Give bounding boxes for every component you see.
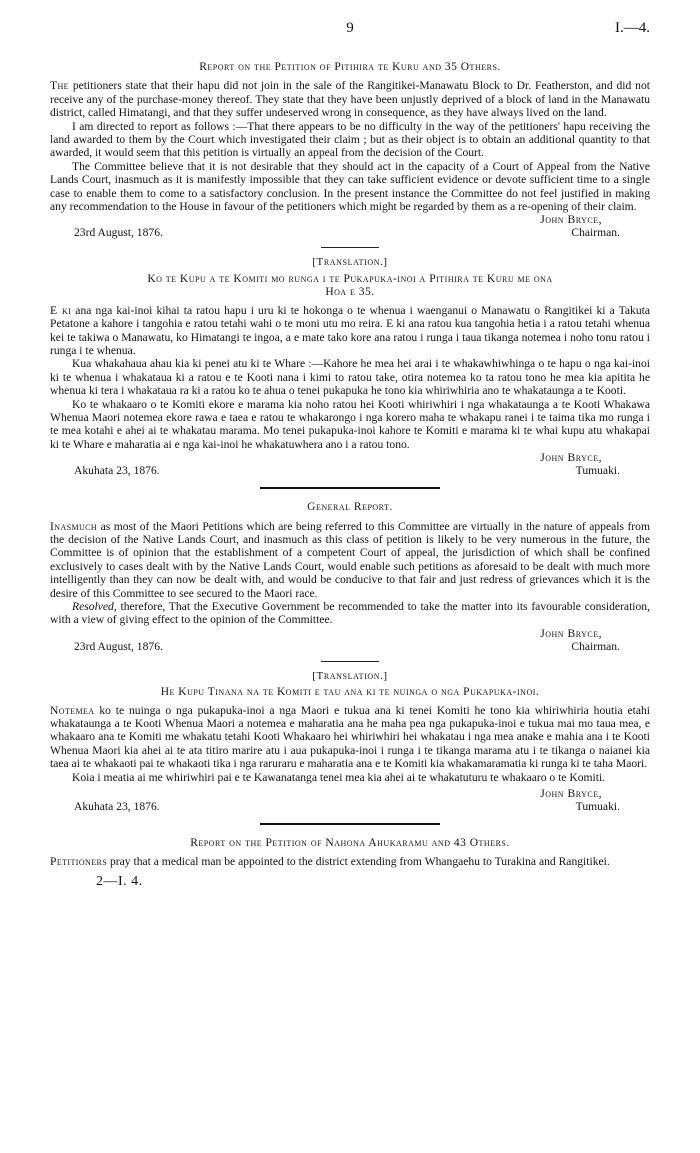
paragraph: The Committee believe that it is not desirable that they should act in the capacity of a Court of Appeal from the Native Lands Court, inasmuch as it is manifestly impossible that they can take sufficient evidence or devote sufficient time to a single case to enable them to come to a satisfactory conclusion. In the present instance the Committee do not feel justified in making any recommendation to the House in favour of the petitioners which might be regarded by them as a re-opening of their claim. — [50, 159, 650, 214]
report-date: Akuhata 23, 1876. — [74, 464, 160, 478]
page-header — [0, 22, 700, 42]
signature-name: John Bryce, — [540, 787, 602, 801]
signature-name: John Bryce, — [540, 626, 602, 640]
page-number: 9 — [346, 20, 354, 36]
paragraph: I am directed to report as follows :—That there appears to be no difficulty in the way of the petitioners' hapu receiving the land awarded to them by the Court which investigated their claim ; but as their object is to obtain an additional quantity to that awarded, it would seem that this petition is virtually an appeal from the decision of the Court. — [50, 119, 650, 160]
paragraph: Kua whakahaua ahau kia ki penei atu ki te Whare :—Kahore he mea hei arai i te whakawhiwhinga o te hapu o nga kai-inoi ki te whenua i whakataua ki a ratou e te Kooti nana i kimi to ratou take, otira notemea ko ta ratou tono he mea kia apitita he whenua ki tera i whakataua ra ki a ratou ko te ahua o tenei pukapuka he tono kia whiriwhiria ano te whakataunga a te Kooti. — [50, 357, 650, 398]
signature-mark: 2—I. 4. — [96, 873, 143, 889]
translation-label: [Translation.] — [312, 669, 388, 682]
paragraph: Koia i meatia ai me whiriwhiri pai e te Kawanatanga tenei mea kia ahei ai te whakatuturu te whakaaro o te Komiti. — [72, 770, 606, 784]
signature-name: John Bryce, — [540, 451, 602, 465]
section-title-maori: Ko te Kupu a te Komiti mo runga i te Pukapuka-inoi a Pitihira te Kuru me ona — [147, 272, 553, 285]
paragraph: The petitioners state that their hapu did not join in the sale of the Rangitikei-Manawatu Block to Dr. Featherston, and did not receive any of the purchase-money thereof. They state that they have been unjustly deprived of a block of land in the Manawatu district, called Himatangi, and that they suffer undeserved wrong in consequence, as they have always lived on the land. — [50, 79, 650, 120]
signature-name: John Bryce, — [540, 213, 602, 227]
translation-label: [Translation.] — [312, 256, 388, 269]
signature-block — [50, 451, 650, 478]
signature-block — [50, 627, 650, 654]
major-divider — [260, 823, 440, 825]
section-divider — [321, 247, 379, 248]
signature-role: Chairman. — [571, 639, 620, 653]
section-title-nahona: Report on the Petition of Nahona Ahukaramu and 43 Others. — [190, 837, 510, 850]
paragraph: Petitioners pray that a medical man be appointed to the district extending from Whangaehu to Turakina and Rangitikei. — [50, 855, 610, 869]
paragraph: Resolved, therefore, That the Executive Government be recommended to take the matter into its favourable consideration, with a view of giving effect to the opinion of the Committee. — [50, 600, 650, 627]
section-divider — [321, 661, 379, 662]
signature-role: Chairman. — [571, 226, 620, 240]
report-date: Akuhata 23, 1876. — [74, 800, 160, 814]
section-title-pitihira: Report on the Petition of Pitihira te Kuru and 35 Others. — [199, 61, 501, 73]
section-title-maori-general: He Kupu Tinana na te Komiti e tau ana ki te nuinga o nga Pukapuka-inoi. — [160, 686, 540, 699]
paper-reference: I.—4. — [615, 20, 650, 36]
document-body — [50, 61, 650, 888]
paragraph: E ki ana nga kai-inoi kihai ta ratou hapu i uru ki te hokonga o te whenua i waenganui o Manawatu o Rangitikei ki a Takuta Petatone a kahore i tangohia e ratou tetahi wahi o te moni utu mo reira. E ki ana ratou kua tangohia hetia i a ratou tetahi whenua kei te takiwa o Manawatu, ko Himatangi te ingoa, a e mate tako kore ana ratou i runga i taua tikanga notemea i noho tonu ratou i runga i te whenua. — [50, 303, 650, 357]
paragraph: Notemea ko te nuinga o nga pukapuka-inoi a nga Maori e tukua ana ki tenei Komiti he tono kia whiriwhiria houtia etahi whakataunga a te Kooti Whenua Maori a notemea e maharatia ana he maha pea nga pukapuka-inoi e tukua mai mo taua mea, e whakaaro ana te Komiti me whakatu tetahi Kooti Whakaaro hei whiriwhiri hei whakatau i nga mea anake e mahia ana i te Kooti Whenua Maori kia ahei ai te ata titiro marire atu i aua pukapuka-inoi i runga i te tikanga marama atu i te tikanga o naianei kia taea ai te whakaoti pai te whakaoti tika i nga raruraru e maharatia ana e te Komiti kia whakamaramatia ki runga ki te taha Maori. — [50, 703, 650, 771]
section-title-maori-line2: Hoa e 35. — [325, 286, 375, 299]
signature-role: Tumuaki. — [575, 464, 620, 478]
report-date: 23rd August, 1876. — [74, 639, 163, 653]
paragraph: Ko te whakaaro o te Komiti ekore e marama kia noho ratou hei Kooti whiriwhiri i nga whakataunga a te Kooti Whakawa Whenua Maori notemea ekore rawa e taea e ratou te whakarongo i nga korero maha te whakapu ranei i te taima tika mo runga i te mea kotahi e ahei ai te whakatau marama. Mo tenei pukapuka-inoi kahore te Komiti e marama ki te whai kupu atu whakapai ki te Whare e maharatia ai e nga kai-inoi he whakatuwhera ano i a ratou tono. — [50, 397, 650, 451]
report-date: 23rd August, 1876. — [74, 226, 163, 240]
major-divider — [260, 487, 440, 489]
section-title-general: General Report. — [307, 501, 393, 514]
signature-block — [50, 213, 650, 240]
paragraph: Inasmuch as most of the Maori Petitions which are being referred to this Committee are virtually in the nature of appeals from the decision of the Native Lands Court, and inasmuch as this class of petition is likely to be very numerous in the future, the Committee is of opinion that the establishment of a competent Court of appeal, the jurisdiction of which shall be confined exclusively to cases dealt with by the Native Lands Court, would enable such petitions as aforesaid to be dealt with much more intelligently than they can now be dealt with, and would be conducive to that fair and just redress of grievances which it is the desire of this Committee to see secured to the Maori race. — [50, 519, 650, 600]
signature-block — [50, 787, 650, 814]
signature-role: Tumuaki. — [575, 800, 620, 814]
